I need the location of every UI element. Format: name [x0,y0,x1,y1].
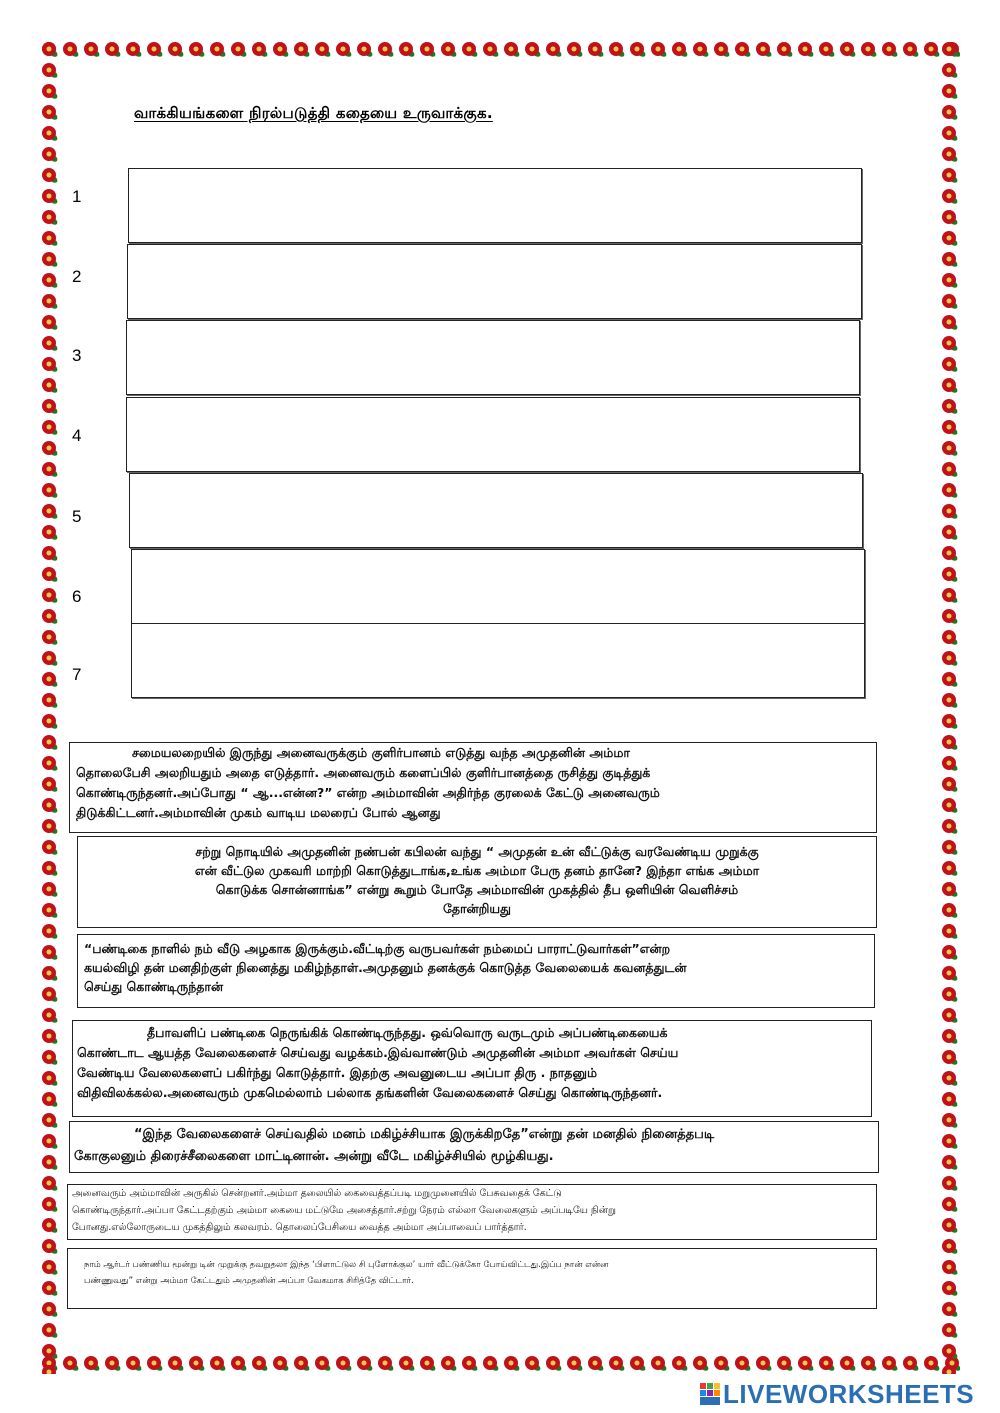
flower-border-top [38,38,960,60]
flower-icon [42,315,59,331]
flower-icon [42,1176,59,1192]
story-card[interactable] [69,742,877,833]
flower-icon [42,924,59,940]
flower-icon [42,546,59,562]
flower-icon [861,1356,878,1372]
flower-icon [462,42,479,58]
flower-icon [942,1029,959,1045]
flower-icon [231,1356,248,1372]
flower-icon [819,1356,836,1372]
flower-icon [42,525,59,541]
answer-drop-zone-6[interactable] [131,549,865,624]
flower-icon [942,1302,959,1318]
flower-icon [42,609,59,625]
flower-icon [756,1356,773,1372]
flower-icon [942,273,959,289]
story-line: சற்று நொடியில் அமுதனின் நண்பன் கபிலன் வந்து “ அமுதன் உன் வீட்டுக்கு வரவேண்டிய முறுக்கு [195,844,759,859]
flower-icon [882,42,899,58]
flower-icon [63,42,80,58]
flower-icon [441,42,458,58]
answer-drop-zone-7[interactable] [131,623,865,698]
flower-icon [42,630,59,646]
flower-icon [42,966,59,982]
flower-icon [126,1356,143,1372]
flower-icon [567,1356,584,1372]
flower-icon [378,42,395,58]
flower-icon [942,693,959,709]
flower-icon [693,42,710,58]
slot-number: 5 [72,507,82,526]
flower-icon [942,966,959,982]
flower-icon [399,1356,416,1372]
flower-icon [42,714,59,730]
flower-icon [942,1365,959,1374]
flower-icon [126,42,143,58]
flower-icon [42,651,59,667]
flower-icon [42,903,59,919]
flower-icon [942,567,959,583]
slot-number: 2 [72,267,82,286]
flower-icon [651,1356,668,1372]
answer-drop-zone-4[interactable] [126,397,860,472]
flower-icon [735,42,752,58]
flower-icon [942,1134,959,1150]
flower-icon [42,63,59,79]
flower-icon [42,357,59,373]
flower-icon [147,42,164,58]
flower-icon [189,42,206,58]
flower-icon [942,924,959,940]
story-line: விதிவிலக்கல்ல.அனைவரும் முகமெல்லாம் பல்லாக தங்களின் வேலைகளைச் செய்து கொண்டிருந்தனர். [77,1085,663,1100]
flower-icon [942,84,959,100]
flower-icon [42,1134,59,1150]
flower-icon [42,483,59,499]
story-card[interactable] [67,1248,877,1309]
flower-icon [630,1356,647,1372]
flower-icon [231,42,248,58]
flower-icon [942,252,959,268]
flower-icon [942,357,959,373]
flower-icon [714,1356,731,1372]
flower-icon [42,84,59,100]
flower-icon [42,588,59,604]
flower-icon [336,1356,353,1372]
flower-icon [42,1050,59,1066]
flower-icon [42,882,59,898]
flower-icon [777,1356,794,1372]
flower-icon [942,441,959,457]
flower-border-bottom [38,1352,960,1374]
flower-icon [942,609,959,625]
flower-icon [42,420,59,436]
slot-number: 4 [72,426,82,445]
flower-icon [672,42,689,58]
flower-icon [942,1218,959,1234]
flower-icon [942,756,959,772]
flower-icon [42,1281,59,1297]
flower-icon [420,1356,437,1372]
flower-icon [42,273,59,289]
flower-icon [942,1260,959,1276]
flower-icon [942,1113,959,1129]
story-line: தொலைபேசி அலறியதும் அதை எடுத்தார். அனைவரும் களைப்பில் குளிர்பானத்தை ருசித்து குடித்துக் [76,765,651,780]
flower-icon [42,1260,59,1276]
flower-icon [942,945,959,961]
flower-icon [42,1197,59,1213]
flower-icon [42,462,59,478]
flower-icon [942,336,959,352]
flower-icon [399,42,416,58]
flower-icon [588,42,605,58]
story-line: தீபாவளிப் பண்டிகை நெருங்கிக் கொண்டிருந்தது. ஒவ்வொரு வருடமும் அப்பண்டிகையைக் [147,1025,668,1040]
flower-icon [942,1008,959,1024]
flower-icon [357,1356,374,1372]
story-line: “பண்டிகை நாளில் நம் வீடு அழகாக இருக்கும்.வீட்டிற்கு வருபவர்கள் நம்மைப் பாராட்டுவார்கள்”என்ற [84,941,671,956]
flower-icon [903,1356,920,1372]
story-line: சமையலறையில் இருந்து அனைவருக்கும் குளிர்பானம் எடுத்து வந்த அமுதனின் அம்மா [132,745,630,760]
flower-icon [942,1323,959,1339]
flower-icon [168,1356,185,1372]
flower-icon [942,105,959,121]
flower-icon [483,1356,500,1372]
flower-icon [42,819,59,835]
flower-icon [42,861,59,877]
flower-icon [942,1281,959,1297]
flower-border-left [38,38,60,1374]
story-line: வேண்டிய வேலைகளைப் பகிர்ந்து கொடுத்தார். இதற்கு அவனுடைய அப்பா திரு . நாதனும் [77,1065,598,1080]
flower-icon [942,840,959,856]
flower-icon [189,1356,206,1372]
flower-icon [942,588,959,604]
flower-icon [42,42,59,58]
flower-icon [357,42,374,58]
flower-icon [420,42,437,58]
flower-icon [942,861,959,877]
flower-icon [777,42,794,58]
flower-icon [714,42,731,58]
flower-icon [42,210,59,226]
flower-icon [942,525,959,541]
story-line: அனைவரும் அம்மாவின் அருகில் சென்றனர்.அம்மா தலையில் கைவைத்தப்படி மறுமுனையில் பேசுவதைக் கேட்டு [72,1188,562,1199]
flower-icon [942,714,959,730]
flower-icon [942,483,959,499]
flower-icon [210,42,227,58]
answer-drop-zone-3[interactable] [126,320,860,395]
flower-icon [294,1356,311,1372]
story-line: போனது.எல்லோருடைய முகத்திலும் கலவரம். தொலைப்பேசியை வைத்த அம்மா அப்பாவைப் பார்த்தார். [72,1222,527,1233]
flower-icon [42,441,59,457]
flower-icon [210,1356,227,1372]
story-line: “இந்த வேலைகளைச் செய்வதில் மனம் மகிழ்ச்சியாக இருக்கிறதே”என்று தன் மனதில் நினைத்தபடி [134,1127,715,1142]
flower-icon [42,756,59,772]
flower-icon [378,1356,395,1372]
flower-icon [756,42,773,58]
flower-icon [942,42,959,58]
flower-icon [942,462,959,478]
flower-icon [942,987,959,1003]
flower-icon [42,672,59,688]
flower-icon [252,42,269,58]
flower-icon [942,1092,959,1108]
flower-icon [42,735,59,751]
story-line: கொடுக்க சொன்னாங்க” என்று கூறும் போதே அம்மாவின் முகத்தில் தீப ஒளியின் வெளிச்சம் [215,882,739,897]
flower-icon [273,1356,290,1372]
flower-icon [942,399,959,415]
flower-icon [693,1356,710,1372]
flower-icon [42,1344,59,1360]
story-card[interactable] [72,1020,872,1117]
flower-icon [147,1356,164,1372]
flower-icon [483,42,500,58]
flower-icon [942,882,959,898]
flower-icon [567,42,584,58]
flower-icon [42,1218,59,1234]
answer-drop-zone-1[interactable] [128,168,862,243]
flower-icon [42,840,59,856]
flower-icon [942,231,959,247]
flower-icon [942,147,959,163]
slot-number: 3 [72,346,82,365]
flower-icon [504,42,521,58]
flower-icon [942,1239,959,1255]
flower-icon [42,231,59,247]
flower-icon [42,1008,59,1024]
flower-icon [942,1197,959,1213]
flower-icon [942,651,959,667]
flower-icon [42,1113,59,1129]
flower-icon [735,1356,752,1372]
flower-icon [42,1323,59,1339]
story-card[interactable] [69,1121,879,1173]
story-line: கொண்டிருந்தார்.அப்பா கேட்டதற்கும் அம்மா கையை மட்டுமே அசைத்தார்.சற்று நேரம் எல்லா வேலைகளும் அப்படியே நின்று [72,1205,616,1216]
flower-icon [840,1356,857,1372]
flower-icon [609,1356,626,1372]
flower-icon [42,1155,59,1171]
flower-icon [903,42,920,58]
liveworksheets-logo [699,1378,974,1410]
flower-icon [42,945,59,961]
flower-icon [942,1176,959,1192]
flower-icon [942,735,959,751]
flower-icon [798,1356,815,1372]
flower-icon [672,1356,689,1372]
flower-icon [942,504,959,520]
flower-icon [63,1356,80,1372]
story-line: கயல்விழி தன் மனதிற்குள் நினைத்து மகிழ்ந்தாள்.அமுதனும் தனக்குக் கொடுத்த வேலையைக் கவனத்துடன் [84,960,687,975]
flower-border-right [938,38,960,1374]
flower-icon [942,819,959,835]
flower-icon [525,42,542,58]
flower-icon [942,168,959,184]
story-line: பண்ணுவது” என்று அம்மா கேட்டதும் அமுதனின் அப்பா வேகமாக சிரித்தே விட்டார். [84,1276,414,1286]
flower-icon [336,42,353,58]
flower-icon [525,1356,542,1372]
flower-icon [942,189,959,205]
story-line: கொண்டிருந்தனர்.அப்போது “ ஆ...என்ன?” என்ற அம்மாவின் அதிர்ந்த குரலைக் கேட்டு அனைவரும் [76,785,660,800]
flower-icon [42,1239,59,1255]
flower-icon [273,42,290,58]
answer-drop-zone-5[interactable] [129,473,863,548]
flower-icon [42,1365,59,1374]
flower-icon [42,1029,59,1045]
flower-icon [42,189,59,205]
flower-icon [942,126,959,142]
flower-icon [819,42,836,58]
flower-icon [942,777,959,793]
flower-icon [942,210,959,226]
story-line: திடுக்கிட்டனர்.அம்மாவின் முகம் வாடிய மலரைப் போல் ஆனது [76,805,441,820]
flower-icon [798,42,815,58]
story-line: என் வீட்டுல முகவரி மாற்றி கொடுத்துடாங்க,உங்க அம்மா பேரு தனம் தானே? இந்தா எங்க அம்மா [194,863,760,878]
flower-icon [42,798,59,814]
story-card[interactable] [67,1184,877,1240]
flower-icon [462,1356,479,1372]
story-line: கொண்டாட ஆயத்த வேலைகளைச் செய்வது வழக்கம்.இவ்வாண்டும் அமுதனின் அம்மா அவர்கள் செய்ய [77,1045,679,1060]
flower-icon [42,693,59,709]
flower-icon [942,546,959,562]
flower-icon [42,504,59,520]
flower-icon [942,63,959,79]
flower-icon [942,1155,959,1171]
flower-icon [252,1356,269,1372]
flower-icon [942,672,959,688]
flower-icon [42,252,59,268]
flower-icon [105,1356,122,1372]
story-line: செய்து கொண்டிருந்தான் [84,979,224,994]
story-card[interactable] [77,836,877,928]
flower-icon [546,42,563,58]
flower-icon [42,987,59,1003]
flower-icon [315,1356,332,1372]
flower-icon [942,420,959,436]
flower-icon [504,1356,521,1372]
flower-icon [942,1071,959,1087]
flower-icon [105,42,122,58]
flower-icon [42,294,59,310]
flower-icon [630,42,647,58]
flower-icon [294,42,311,58]
flower-icon [651,42,668,58]
flower-icon [42,168,59,184]
brand-text: LIVEWORKSHEETS [723,1378,975,1409]
flower-icon [882,1356,899,1372]
answer-drop-zone-2[interactable] [127,244,862,319]
slot-number: 7 [72,665,82,684]
flower-icon [861,42,878,58]
flower-icon [168,42,185,58]
flower-icon [42,126,59,142]
flower-icon [609,42,626,58]
story-line: தோன்றியது [443,901,511,916]
flower-icon [942,315,959,331]
flower-icon [942,378,959,394]
flower-icon [441,1356,458,1372]
flower-icon [42,777,59,793]
flower-icon [42,1092,59,1108]
flower-icon [942,1050,959,1066]
flower-icon [42,336,59,352]
flower-icon [84,1356,101,1372]
flower-icon [42,567,59,583]
flower-icon [315,42,332,58]
flower-icon [588,1356,605,1372]
flower-icon [942,1344,959,1360]
story-line: கோகுலனும் திரைச்சீலைகளை மாட்டினான். அன்று வீடே மகிழ்ச்சியில் மூழ்கியது. [74,1149,554,1164]
flower-icon [42,105,59,121]
flower-icon [84,42,101,58]
liveworksheets-icon [699,1381,721,1407]
flower-icon [42,1071,59,1087]
slot-number: 6 [72,587,82,606]
flower-icon [546,1356,563,1372]
flower-icon [942,798,959,814]
worksheet-title: வாக்கியங்களை நிரல்படுத்தி கதையை உருவாக்குக. [134,104,493,122]
flower-icon [942,630,959,646]
slot-number: 1 [72,187,82,206]
flower-icon [942,294,959,310]
flower-icon [42,1302,59,1318]
story-line: நாம் ஆர்டர் பண்ணிய மூன்று டின் முறுக்கு தவறுதலா இந்த ‘பிளாட்டுல சி புளோக்குல’ யார் வீட்டுக்கோ போய்விட்டது.இப்ப நான் என்ன [84,1260,609,1270]
story-card[interactable] [77,934,875,1008]
flower-icon [42,399,59,415]
flower-icon [42,378,59,394]
flower-icon [840,42,857,58]
flower-icon [42,147,59,163]
flower-icon [942,903,959,919]
